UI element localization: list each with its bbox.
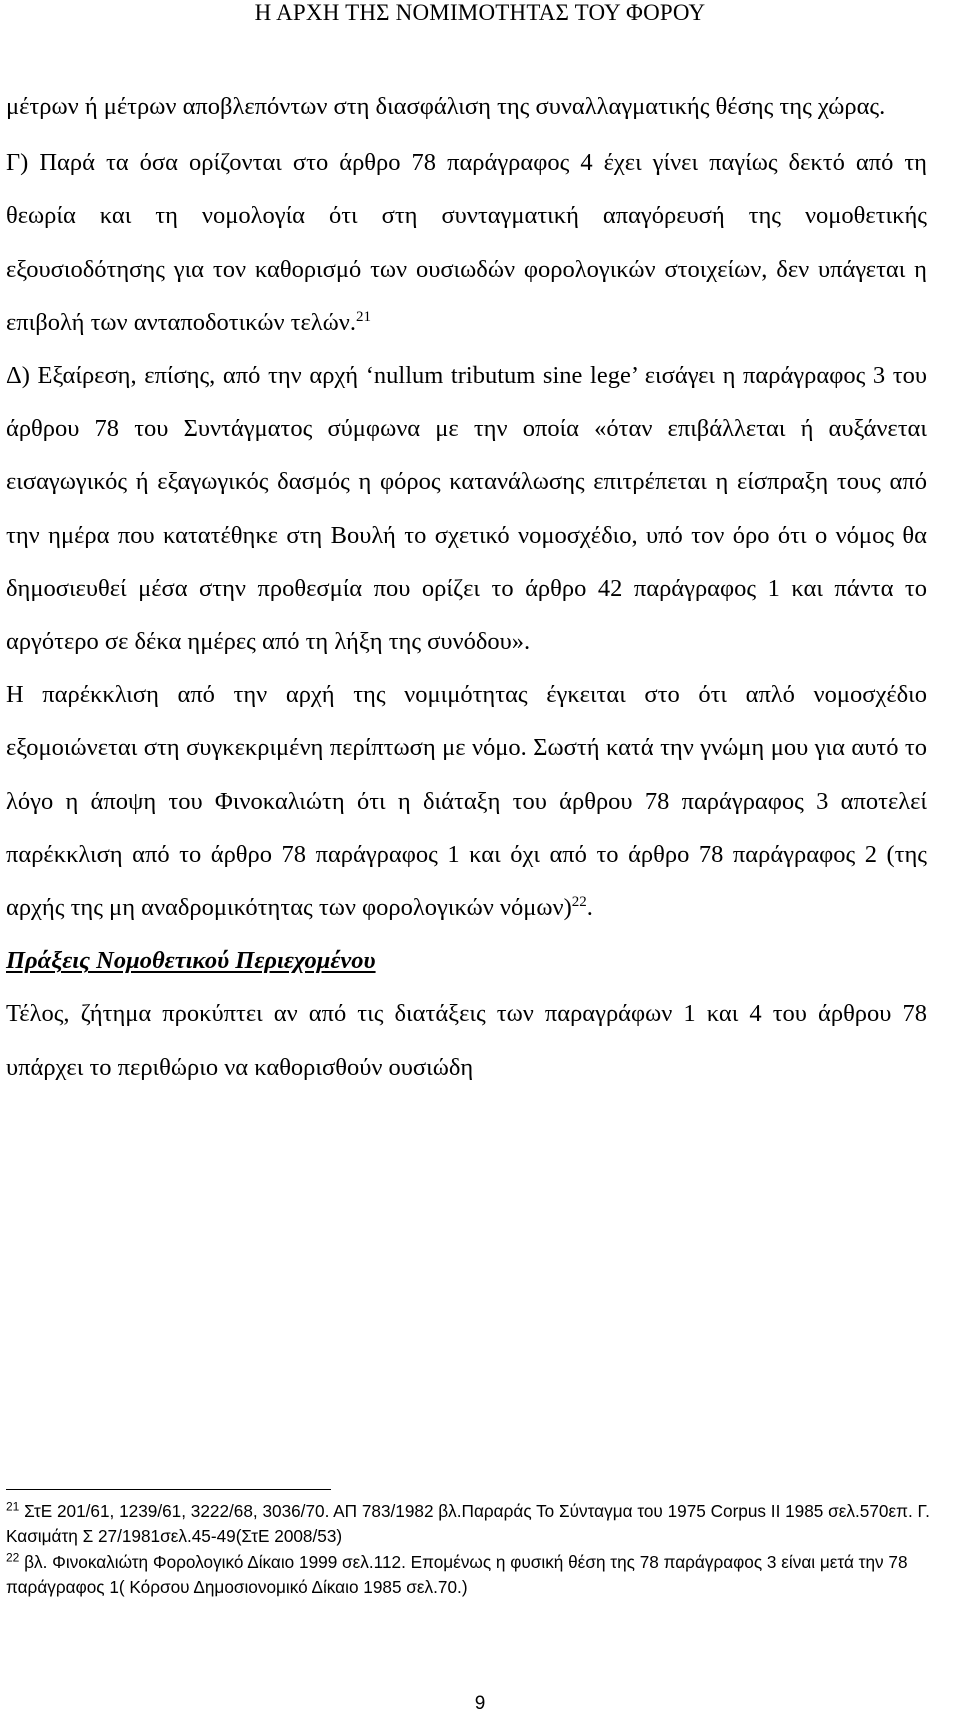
paragraph-gamma (6, 136, 927, 349)
paragraph-text: Η παρέκκλιση από την αρχή της νομιμότητας έγκειται στο ότι απλό νομοσχέδιο εξομοιώνεται στη συγκεκριμένη περίπτωση με νόμο. Σωστή κατά την γνώμη μου για αυτό το λόγο η άποψη του Φινοκαλιώτη ότι η διάταξη του άρθρου 78 παράγραφος 3 αποτελεί παρέκκλιση από το άρθρο 78 παράγραφος 1 και όχι από το άρθρο 78 παράγραφος 2 (της αρχής της μη αναδρομικότητας των φορολογικών νόμων) (6, 681, 927, 922)
footnote-21 (6, 1499, 936, 1549)
paragraph-continuation (6, 80, 927, 133)
footnote-number: 22 (6, 1550, 20, 1565)
footnote-number: 21 (6, 1499, 20, 1514)
footnote-separator (6, 1489, 331, 1490)
paragraph-text: Γ) Παρά τα όσα ορίζονται στο άρθρο 78 παράγραφος 4 έχει γίνει παγίως δεκτό από τη θεωρία και τη νομολογία ότι στη συνταγματική απαγόρευσή της νομοθετικής εξουσιοδότησης για τον καθορισμό των ουσιωδών φορολογικών στοιχείων, δεν υπάγεται η επιβολή των ανταποδοτικών τελών. (6, 149, 927, 336)
paragraph-text: Τέλος, ζήτημα προκύπτει αν από τις διατάξεις των παραγράφων 1 και 4 του άρθρου 78 υπάρχει το περιθώριο να καθορισθούν ουσιώδη (6, 1000, 927, 1081)
paragraph-deviation (6, 668, 927, 934)
footnote-ref-21[interactable]: 21 (356, 308, 371, 325)
footnotes (6, 1499, 936, 1601)
paragraph-text: μέτρων ή μέτρων αποβλεπόντων στη διασφάλιση της συναλλαγματικής θέσης της χώρας. (6, 93, 886, 120)
section-heading: Πράξεις Νομοθετικού Περιεχομένου (6, 947, 376, 975)
paragraph-delta (6, 349, 927, 668)
footnote-22 (6, 1550, 936, 1600)
page-number: 9 (474, 1693, 486, 1714)
body-text (6, 80, 927, 1094)
footnote-ref-22[interactable]: 22 (571, 893, 587, 910)
running-header: Η ΑΡΧΗ ΤΗΣ ΝΟΜΙΜΟΤΗΤΑΣ ΤΟΥ ΦΟΡΟΥ (254, 0, 706, 25)
paragraph-closing (6, 987, 927, 1093)
footnote-text: ΣτΕ 201/61, 1239/61, 3222/68, 3036/70. ΑΠ 783/1982 βλ.Παραράς Το Σύνταγμα του 1975 Corpus ΙΙ 1985 σελ.570επ. Γ. Κασιμάτη Σ 27/1981σελ.45-49(ΣτΕ 2008/53) (6, 1501, 930, 1546)
paragraph-tail: . (586, 894, 593, 922)
paragraph-text: Δ) Εξαίρεση, επίσης, από την αρχή ‘nullum tributum sine lege’ εισάγει η παράγραφος 3 του άρθρου 78 του Συντάγματος σύμφωνα με την οποία «όταν επιβάλλεται ή αυξάνεται εισαγωγικός ή εξαγωγικός δασμός η φόρος κατανάλωσης επιτρέπεται η είσπραξη τους από την ημέρα που κατατέθηκε στη Βουλή το σχετικό νομοσχέδιο, υπό τον όρο ότι ο νόμος θα δημοσιευθεί μέσα στην προθεσμία που ορίζει το άρθρο 42 παράγραφος 1 και πάντα το αργότερο σε δέκα ημέρες από τη λήξη της συνόδου». (6, 362, 927, 656)
footnote-text: βλ. Φινοκαλιώτη Φορολογικό Δίκαιο 1999 σελ.112. Επομένως η φυσική θέση της 78 παράγραφος 3 είναι μετά την 78 παράγραφος 1( Κόρσου Δημοσιονομικό Δίκαιο 1985 σελ.70.) (6, 1552, 908, 1597)
